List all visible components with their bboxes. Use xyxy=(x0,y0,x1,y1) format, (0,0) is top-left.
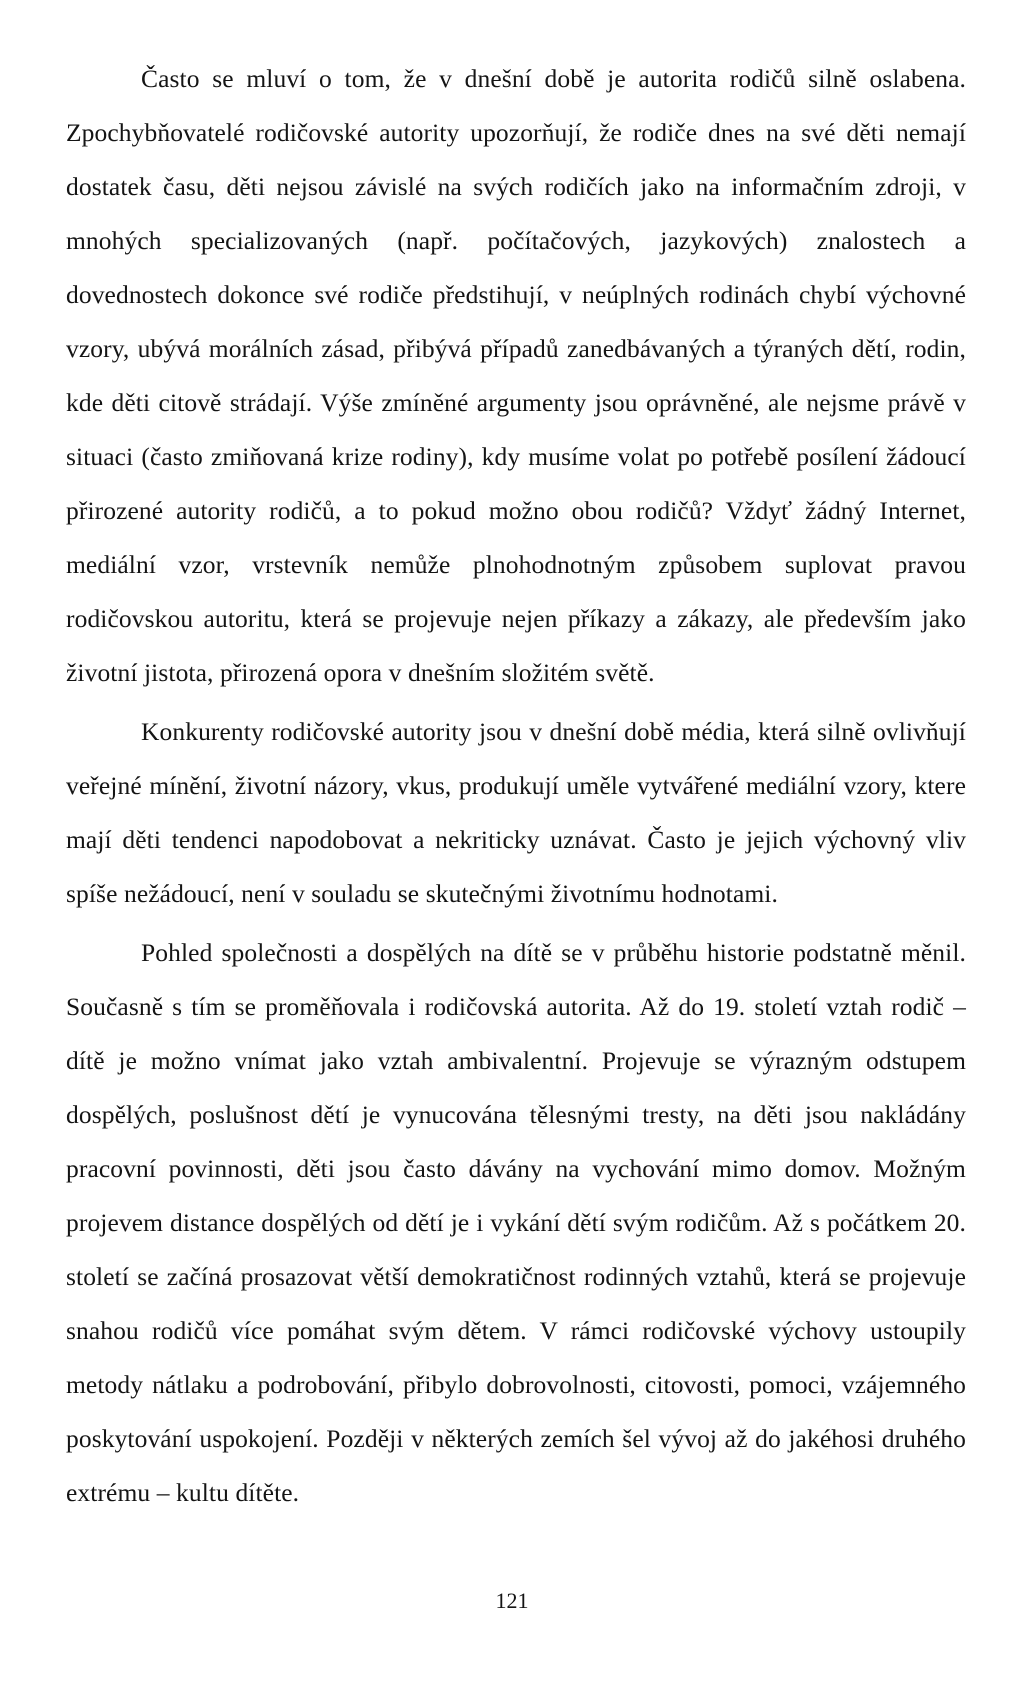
paragraph-parental-authority: Často se mluví o tom, že v dnešní době je autorita rodičů silně oslabena. Zpochybňovatelé rodičovské autority upozorňují, že rodiče dnes na své děti nemají dostatek času, děti nejsou závislé na svých rodičích jako na informačním zdroji, v mnohých specializovaných (např. počítačových, jazykových) znalostech a dovednostech dokonce své rodiče předstihují, v neúplných rodinách chybí výchovné vzory, ubývá morálních zásad, přibývá případů zanedbávaných a týraných dětí, rodin, kde děti citově strádají. Výše zmíněné argumenty jsou oprávněné, ale nejsme právě v situaci (často zmiňovaná krize rodiny), kdy musíme volat po potřebě posílení žádoucí přirozené autority rodičů, a to pokud možno obou rodičů? Vždyť žádný Internet, mediální vzor, vrstevník nemůže plnohodnotným způsobem suplovat pravou rodičovskou autoritu, která se projevuje nejen příkazy a zákazy, ale především jako životní jistota, přirozená opora v dnešním složitém světě. xyxy=(66,64,966,687)
document-body xyxy=(66,52,966,1525)
page-number: 121 xyxy=(495,1588,529,1613)
paragraph-historical-view: Pohled společnosti a dospělých na dítě se v průběhu historie podstatně měnil. Současně s tím se proměňovala i rodičovská autorita. Až do 19. století vztah rodič – dítě je možno vnímat jako vztah ambivalentní. Projevuje se výrazným odstupem dospělých, poslušnost dětí je vynucována tělesnými tresty, na děti jsou nakládány pracovní povinnosti, děti jsou často dávány na vychování mimo domov. Možným projevem distance dospělých od dětí je i vykání dětí svým rodičům. Až s počátkem 20. století se začíná prosazovat větší demokratičnost rodinných vztahů, která se projevuje snahou rodičů více pomáhat svým dětem. V rámci rodičovské výchovy ustoupily metody nátlaku a podrobování, přibylo dobrovolnosti, citovosti, pomoci, vzájemného poskytování uspokojení. Později v některých zemích šel vývoj až do jakéhosi druhého extrému – kultu dítěte. xyxy=(66,938,966,1507)
paragraph-media-competitors: Konkurenty rodičovské autority jsou v dnešní době média, která silně ovlivňují veřejné mínění, životní názory, vkus, produkují uměle vytvářené mediální vzory, ktere mají děti tendenci napodobovat a nekriticky uznávat. Často je jejich výchovný vliv spíše nežádoucí, není v souladu se skutečnými životnímu hodnotami. xyxy=(66,717,966,908)
